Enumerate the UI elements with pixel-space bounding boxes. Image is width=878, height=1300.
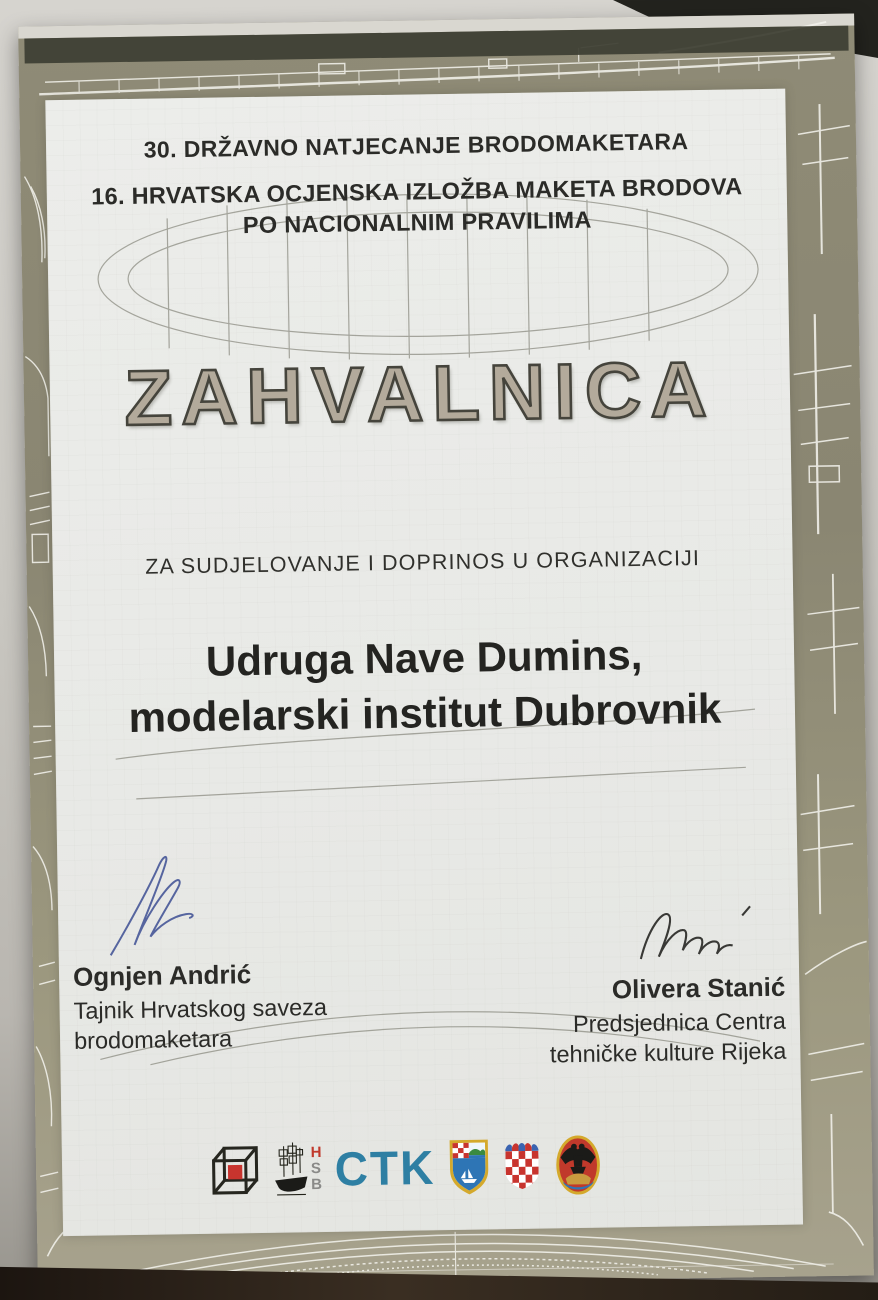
signatory-right-role-line2: tehničke kulture Rijeka: [549, 1037, 787, 1068]
hsb-letter-h: H: [310, 1144, 322, 1162]
organizer-logos-row: [35, 1117, 776, 1219]
hsb-ship-logo: [272, 1138, 322, 1201]
certificate-panel: [45, 89, 803, 1236]
recipient-name: [54, 625, 796, 747]
technical-culture-cube-logo: [209, 1140, 260, 1201]
signatory-right-name: Olivera Stanić: [611, 971, 786, 1005]
dedication-line: ZA SUDJELOVANJE I DOPRINOS U ORGANIZACIJI: [145, 546, 701, 579]
croatia-shield-icon: [503, 1137, 542, 1196]
county-shield-icon: [448, 1136, 491, 1197]
croatia-coat-of-arms: [503, 1137, 542, 1196]
signatory-right-role: [486, 1006, 787, 1071]
signatory-left-name: Ognjen Andrić: [72, 959, 252, 992]
signatory-left-role-line1: Tajnik Hrvatskog saveza: [73, 993, 328, 1024]
ctk-wordmark: CTK: [334, 1140, 436, 1196]
rijeka-coat-of-arms: [554, 1134, 603, 1197]
recipient-line1: Udruga Nave Dumins,: [205, 630, 643, 685]
signatory-left-role: [73, 991, 374, 1056]
event-title-line3: PO NACIONALNIM PRAVILIMA: [242, 206, 592, 239]
rijeka-eagle-icon: [554, 1134, 603, 1197]
hsb-letter-b: B: [311, 1176, 323, 1194]
cube-icon: [209, 1140, 260, 1201]
signatory-left: [71, 851, 374, 1056]
hsb-letters: [311, 1145, 323, 1193]
recipient-line2: modelarski institut Dubrovnik: [128, 684, 722, 741]
signature-ink-left: [99, 854, 219, 960]
certificate-title: ZAHVALNICA: [123, 344, 717, 443]
event-title-line2-3: [47, 171, 788, 245]
signature-ink-right: [630, 903, 759, 967]
hsb-letter-s: S: [310, 1160, 322, 1178]
certificate-sheet: [18, 14, 874, 1289]
event-title-line1: 30. DRŽAVNO NATJECANJE BRODOMAKETARA: [143, 128, 689, 163]
primorje-gorski-kotar-coat-of-arms: [448, 1136, 491, 1197]
event-title-line2: 16. HRVATSKA OCJENSKA IZLOŽBA MAKETA BRODOVA: [91, 173, 743, 210]
sailing-ship-icon: [272, 1138, 309, 1201]
signatory-right-role-line1: Predsjednica Centra: [572, 1007, 787, 1038]
signatory-left-role-line2: brodomaketara: [73, 1025, 233, 1054]
ctk-logo: [334, 1140, 435, 1196]
signatory-right: [484, 903, 787, 1071]
